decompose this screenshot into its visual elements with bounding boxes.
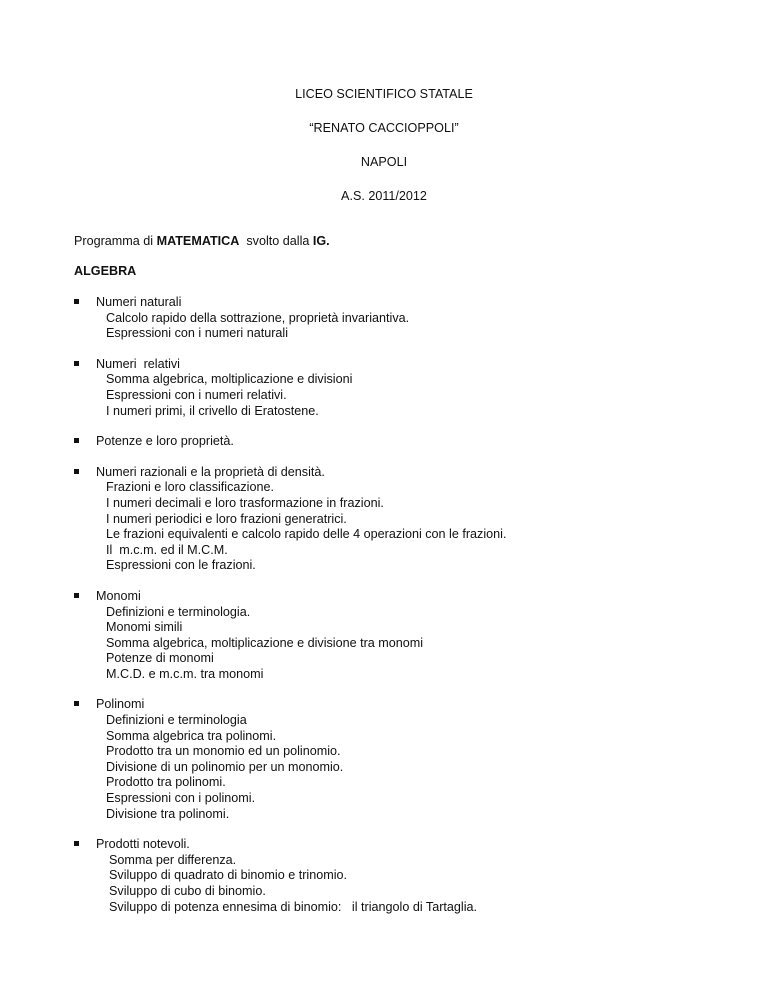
list-item: [74, 357, 734, 419]
square-bullet-icon: [74, 593, 79, 598]
subtopic-item: Espressioni con i numeri relativi.: [106, 387, 287, 402]
school-title: “RENATO CACCIOPPOLI”: [309, 121, 459, 135]
subtopic-item: I numeri periodici e loro frazioni generatrici.: [106, 511, 347, 526]
subtopic-item: Potenze di monomi: [106, 651, 214, 666]
subtopic-item: M.C.D. e m.c.m. tra monomi: [106, 666, 264, 681]
subtopic-item: Sviluppo di cubo di binomio.: [109, 884, 266, 898]
subtopic-item: Le frazioni equivalenti e calcolo rapido delle 4 operazioni con le frazioni.: [106, 527, 507, 542]
subtopic-item: Il m.c.m. ed il M.C.M.: [106, 542, 228, 557]
list-item: [74, 837, 734, 915]
topic-title: Potenze e loro proprietà.: [96, 434, 234, 449]
topic-title: Prodotti notevoli.: [96, 837, 190, 852]
square-bullet-icon: [74, 299, 79, 304]
subtopic-item: Prodotto tra polinomi.: [106, 775, 226, 790]
subtopic-item: Espressioni con i numeri naturali: [106, 326, 288, 341]
subtopic-list: [96, 853, 734, 915]
subtopic-list: [96, 372, 734, 419]
subtopic-list: [96, 311, 734, 342]
school-year: A.S. 2011/2012: [341, 189, 427, 203]
subtopic-item: Somma algebrica, moltiplicazione e divisione tra monomi: [106, 635, 424, 650]
topic-list: [74, 295, 734, 930]
subtopic-list: [96, 605, 734, 683]
subtopic-item: Monomi simili: [106, 620, 183, 635]
subtopic-item: Sviluppo di quadrato di binomio e trinomio.: [109, 868, 348, 883]
list-item: [74, 589, 734, 683]
subtopic-item: Somma per differenza.: [109, 852, 237, 867]
subtopic-item: Espressioni con i polinomi.: [106, 791, 256, 806]
program-middle: svolto dalla: [239, 234, 313, 248]
square-bullet-icon: [74, 469, 79, 474]
program-class: IG.: [312, 234, 330, 248]
topic-title: Numeri relativi: [96, 356, 180, 371]
subtopic-item: Calcolo rapido della sottrazione, proprietà invariantiva.: [106, 310, 410, 325]
square-bullet-icon: [74, 701, 79, 706]
subtopic-list: [96, 713, 734, 822]
program-prefix: Programma di: [74, 234, 157, 248]
topic-title: Monomi: [96, 588, 141, 603]
square-bullet-icon: [74, 438, 79, 443]
square-bullet-icon: [74, 361, 79, 366]
program-line: [74, 234, 330, 249]
school-name: LICEO SCIENTIFICO STATALE: [295, 87, 473, 101]
square-bullet-icon: [74, 841, 79, 846]
list-item: [74, 697, 734, 822]
topic-title: Numeri razionali e la proprietà di densità.: [96, 464, 325, 479]
document-header: [0, 87, 768, 223]
subtopic-item: Sviluppo di potenza ennesima di binomio: il triangolo di Tartaglia.: [109, 899, 478, 914]
subtopic-item: Somma algebrica tra polinomi.: [106, 728, 277, 743]
program-subject: MATEMATICA: [156, 234, 240, 248]
topic-title: Numeri naturali: [96, 295, 182, 309]
subtopic-item: Divisione di un polinomio per un monomio.: [106, 759, 344, 774]
city: NAPOLI: [360, 155, 408, 169]
subtopic-item: Prodotto tra un monomio ed un polinomio.: [106, 744, 341, 759]
subtopic-item: Somma algebrica, moltiplicazione e divisioni: [106, 372, 353, 387]
subtopic-item: Divisione tra polinomi.: [106, 806, 230, 821]
subtopic-item: I numeri primi, il crivello di Eratostene.: [106, 403, 319, 418]
subtopic-item: Definizioni e terminologia: [106, 713, 247, 728]
list-item: [74, 434, 734, 450]
subtopic-item: Espressioni con le frazioni.: [106, 558, 256, 573]
subtopic-item: Definizioni e terminologia.: [106, 604, 251, 619]
list-item: [74, 465, 734, 574]
subtopic-list: [96, 480, 734, 574]
subtopic-item: Frazioni e loro classificazione.: [106, 480, 274, 495]
topic-title: Polinomi: [96, 697, 145, 712]
section-title: ALGEBRA: [74, 264, 137, 278]
subtopic-item: I numeri decimali e loro trasformazione in frazioni.: [106, 495, 384, 510]
list-item: [74, 295, 734, 342]
